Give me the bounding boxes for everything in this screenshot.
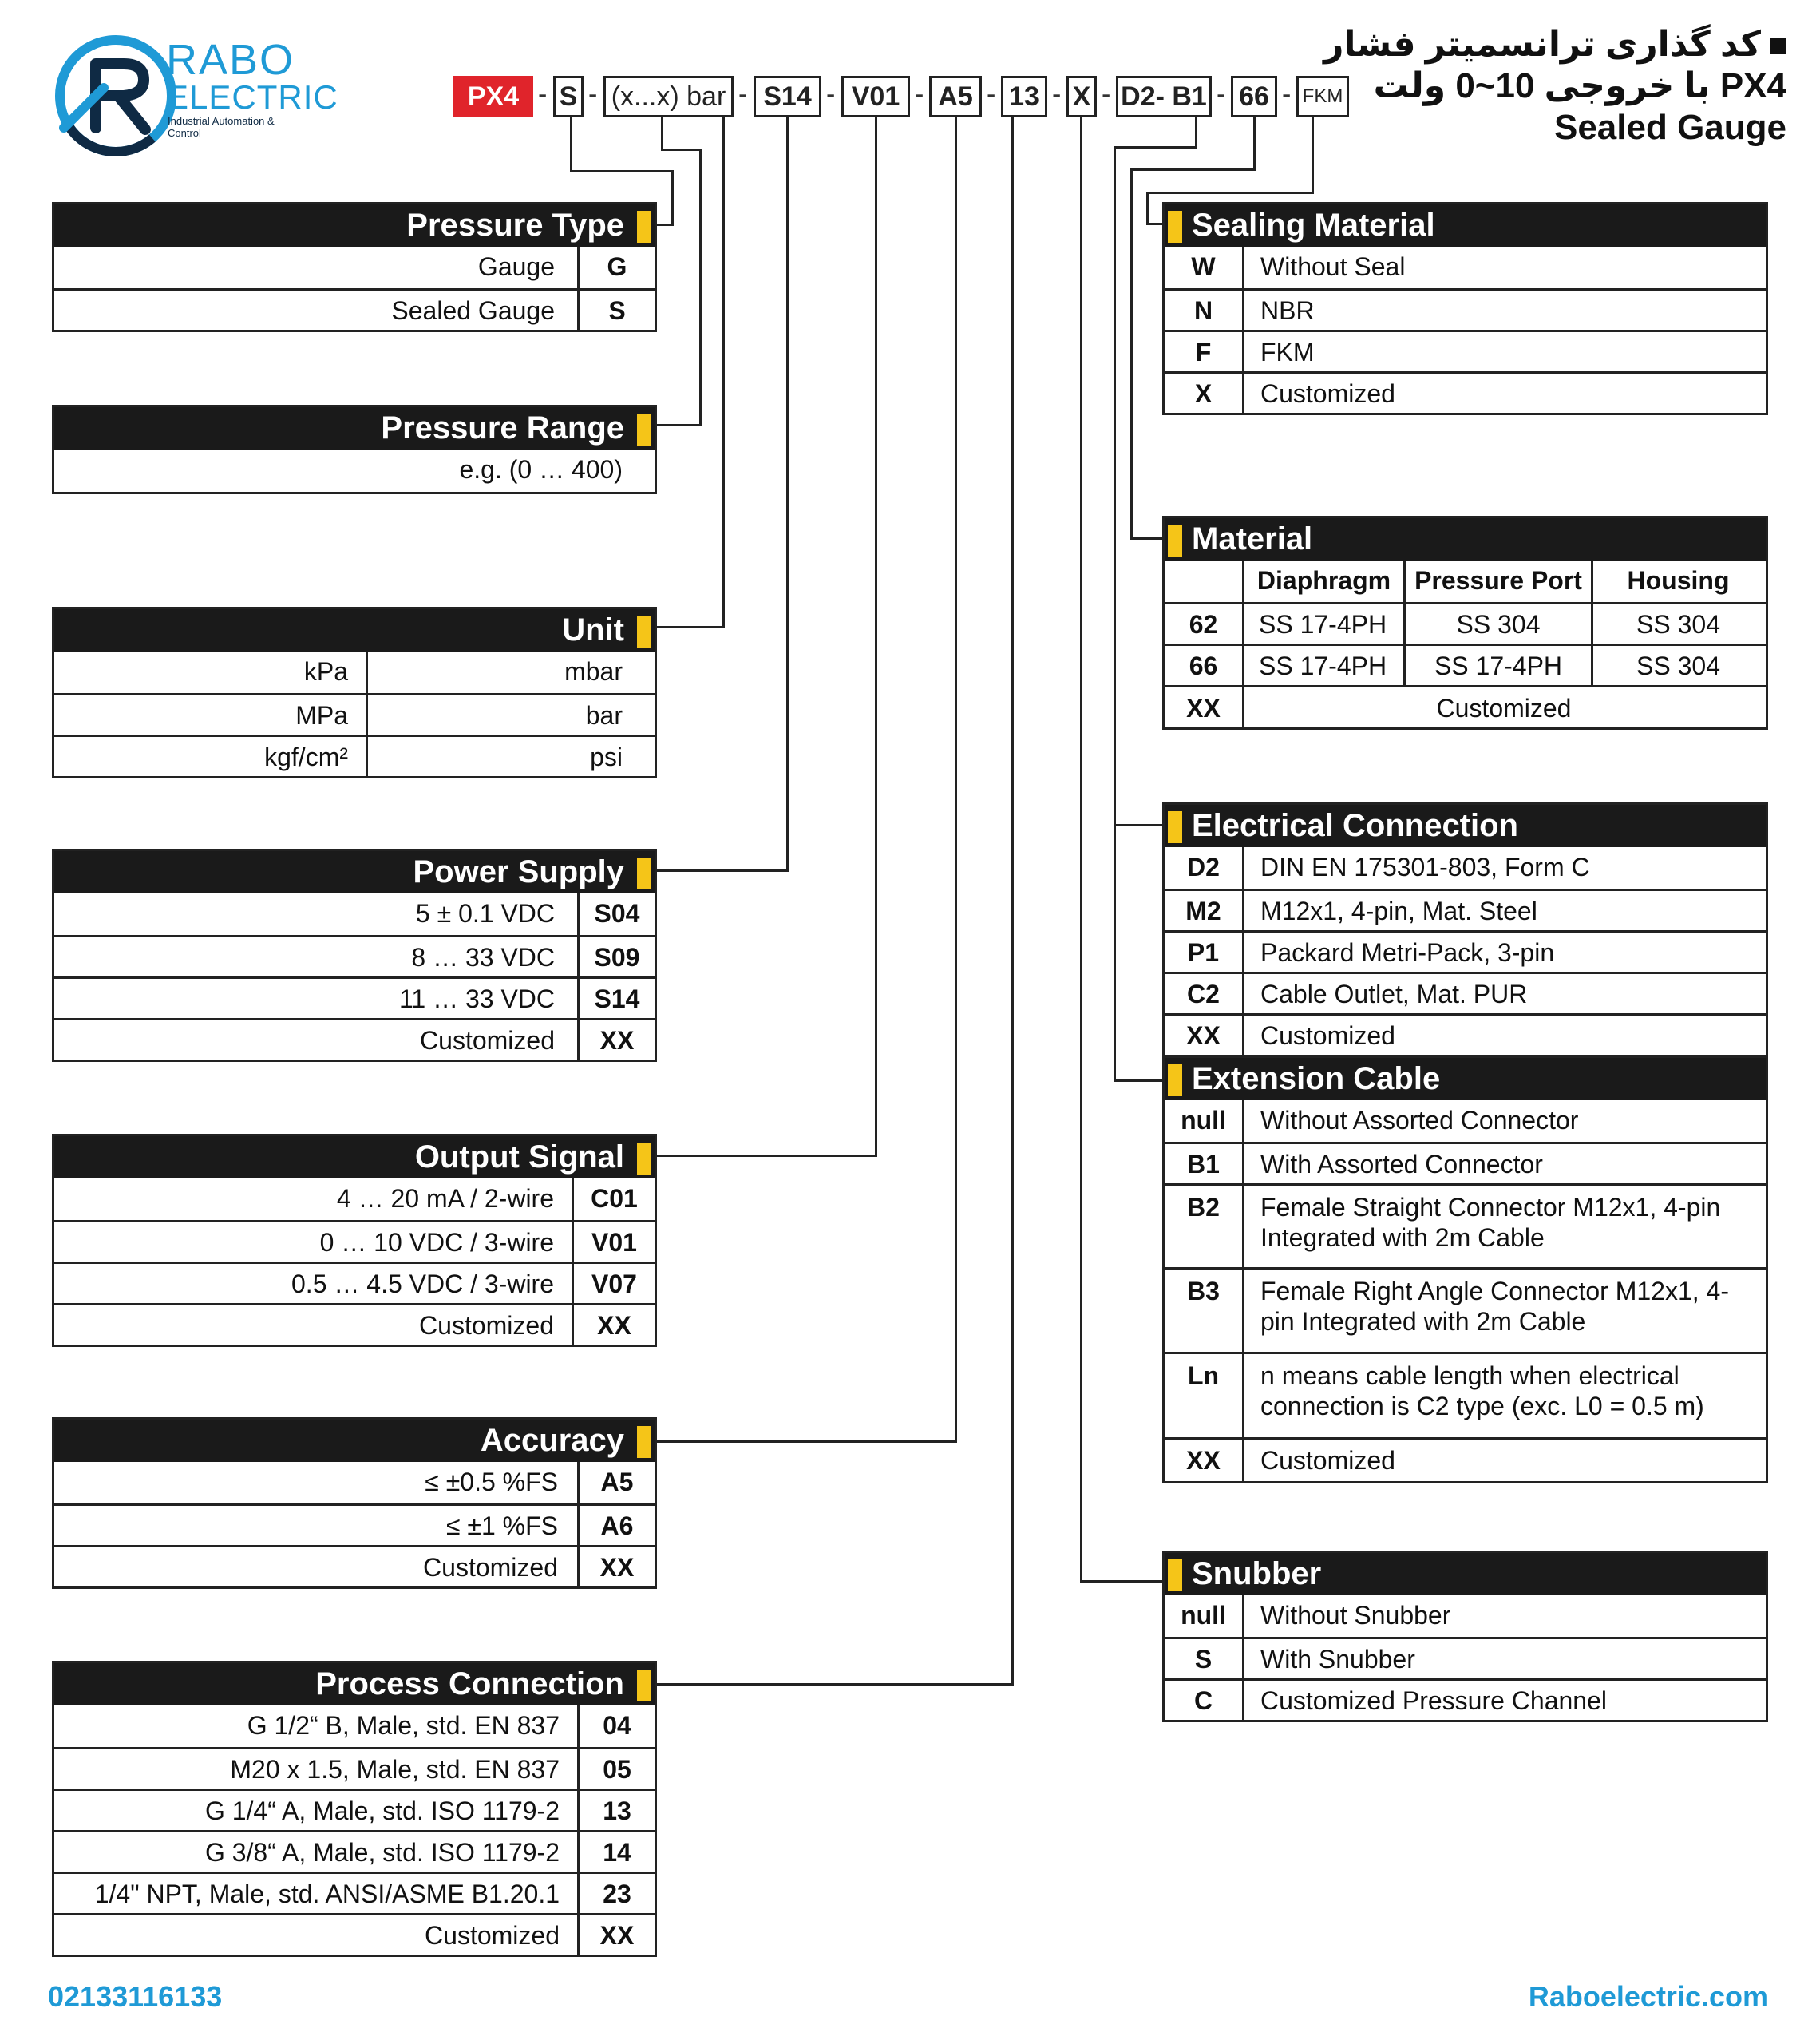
- unit-b: mbar: [366, 652, 655, 693]
- connector-line: [1080, 1580, 1162, 1583]
- row-code: F: [1165, 332, 1244, 371]
- connector-line: [655, 1440, 957, 1443]
- connector-line: [1114, 1079, 1162, 1082]
- table-row: [1165, 644, 1766, 685]
- row-label: Gauge: [477, 252, 555, 281]
- table-row: [1165, 1637, 1766, 1678]
- row-code: 05: [577, 1749, 655, 1788]
- col-diaphragm: Diaphragm: [1244, 561, 1406, 602]
- unit-a: MPa: [295, 701, 348, 730]
- table-row: [1165, 1595, 1766, 1637]
- unit-table: [52, 607, 657, 778]
- table-row: [1165, 847, 1766, 889]
- row-label: Female Straight Connector M12x1, 4-pin Integrated with 2m Cable: [1260, 1193, 1721, 1252]
- connector-line: [1114, 146, 1116, 1082]
- row-label: Customized: [419, 1311, 554, 1340]
- row-code: A6: [577, 1506, 655, 1545]
- code-range: (x...x) bar: [603, 76, 734, 117]
- cell-pressure-port: SS 304: [1406, 604, 1593, 644]
- yellow-marker-icon: [1168, 1064, 1182, 1096]
- electrical-connection-table: [1162, 802, 1768, 1057]
- row-code: 04: [577, 1705, 655, 1747]
- table-row: [1165, 1678, 1766, 1720]
- table-row: [1165, 330, 1766, 371]
- material-table: [1162, 516, 1768, 730]
- connector-line: [661, 149, 702, 151]
- connector-line: [1146, 192, 1149, 225]
- row-label: Customized: [425, 1921, 560, 1950]
- row-code: D2: [1165, 847, 1244, 889]
- row-label: M12x1, 4-pin, Mat. Steel: [1260, 897, 1537, 925]
- row-code: B1: [1165, 1144, 1244, 1183]
- row-code: V07: [572, 1264, 655, 1303]
- row-label: With Assorted Connector: [1260, 1150, 1543, 1178]
- row-label: FKM: [1260, 338, 1315, 366]
- row-code: null: [1165, 1100, 1244, 1142]
- row-label: 0.5 … 4.5 VDC / 3-wire: [291, 1270, 554, 1298]
- logo-line1: RABO: [166, 36, 295, 84]
- code-sep: -: [826, 79, 836, 109]
- row-label: Female Right Angle Connector M12x1, 4-pin Integrated with 2m Cable: [1260, 1277, 1729, 1336]
- yellow-marker-icon: [1168, 525, 1182, 557]
- code-sep: -: [1102, 79, 1111, 109]
- pressure-type-header: [54, 204, 655, 247]
- row-label: Without Snubber: [1260, 1601, 1451, 1630]
- row-code: C01: [572, 1178, 655, 1220]
- table-row: [54, 1830, 655, 1872]
- code-process: 13: [1001, 76, 1047, 117]
- row-code: 14: [577, 1832, 655, 1872]
- row-label: 11 … 33 VDC: [398, 984, 555, 1013]
- row-code: XX: [577, 1915, 655, 1955]
- table-row: [1165, 889, 1766, 930]
- yellow-marker-icon: [637, 1426, 651, 1458]
- code-snubber: X: [1066, 76, 1097, 117]
- code-sep: -: [1282, 79, 1292, 109]
- connector-line: [1130, 168, 1133, 540]
- page-title: [1323, 24, 1786, 149]
- row-code: W: [1165, 247, 1244, 288]
- electrical-connection-header: [1165, 805, 1766, 847]
- connector-line: [1130, 168, 1256, 171]
- code-sep: -: [1052, 79, 1062, 109]
- table-row: [54, 976, 655, 1018]
- logo-mark-icon: [48, 32, 184, 160]
- row-label: 8 … 33 VDC: [411, 943, 555, 972]
- table-row: [54, 1462, 655, 1503]
- row-label: Cable Outlet, Mat. PUR: [1260, 980, 1528, 1008]
- material-title: Material: [1192, 521, 1313, 557]
- table-row: [1165, 930, 1766, 972]
- row-code: XX: [1165, 1016, 1244, 1055]
- row-code: XX: [577, 1547, 655, 1586]
- process-connection-table: [52, 1661, 657, 1957]
- sealing-material-header: [1165, 204, 1766, 247]
- code-model: PX4: [453, 76, 533, 117]
- table-row: [1165, 247, 1766, 288]
- table-row: [54, 893, 655, 935]
- row-label: Customized: [1436, 694, 1572, 723]
- empty-cell: [1165, 561, 1244, 602]
- table-row: [54, 1262, 655, 1303]
- cell-housing: SS 304: [1636, 610, 1720, 639]
- table-row: [54, 1913, 655, 1955]
- yellow-marker-icon: [1168, 811, 1182, 843]
- pressure-range-title: Pressure Range: [381, 410, 624, 446]
- extension-cable-header: [1165, 1058, 1766, 1100]
- row-label: n means cable length when electrical connection is C2 type (exc. L0 = 0.5 m): [1260, 1361, 1704, 1420]
- row-code: X: [1165, 374, 1244, 413]
- row-label: 5 ± 0.1 VDC: [415, 899, 555, 928]
- table-row: [54, 652, 655, 693]
- pressure-range-table: [52, 405, 657, 494]
- row-label: Customized: [420, 1026, 555, 1055]
- electrical-connection-title: Electrical Connection: [1192, 808, 1518, 843]
- output-signal-header: [54, 1136, 655, 1178]
- logo-line2: ELECTRIC: [166, 78, 338, 116]
- table-row: [54, 1705, 655, 1747]
- extension-cable-title: Extension Cable: [1192, 1061, 1441, 1096]
- row-code: XX: [572, 1305, 655, 1345]
- yellow-marker-icon: [637, 211, 651, 243]
- cell-diaphragm: SS 17-4PH: [1244, 604, 1406, 644]
- table-row: [1165, 685, 1766, 727]
- code-seal: FKM: [1296, 76, 1349, 117]
- connector-line: [1114, 824, 1162, 826]
- cell-housing: SS 304: [1636, 652, 1720, 680]
- table-row: [54, 1178, 655, 1220]
- row-code: C2: [1165, 974, 1244, 1013]
- sealing-material-table: [1162, 202, 1768, 415]
- row-code: B2: [1165, 1186, 1244, 1267]
- material-header: [1165, 518, 1766, 561]
- code-sep: -: [588, 79, 598, 109]
- yellow-marker-icon: [637, 1143, 651, 1175]
- title-line3: Sealed Gauge: [1553, 108, 1786, 147]
- row-label: Customized: [1260, 1446, 1395, 1475]
- row-code: 66: [1165, 646, 1244, 685]
- row-code: Ln: [1165, 1354, 1244, 1437]
- row-label: Without Seal: [1260, 252, 1406, 281]
- row-code: S09: [577, 937, 655, 976]
- row-code: XX: [1165, 1440, 1244, 1481]
- yellow-marker-icon: [637, 616, 651, 648]
- table-row: [1165, 1267, 1766, 1352]
- connector-line: [655, 224, 674, 226]
- logo-tagline: Industrial Automation & Control: [168, 115, 275, 139]
- table-header-row: [1165, 561, 1766, 602]
- table-row: [1165, 288, 1766, 330]
- accuracy-header: [54, 1420, 655, 1462]
- pressure-range-header: [54, 407, 655, 450]
- row-code: G: [577, 247, 655, 288]
- row-code: N: [1165, 291, 1244, 330]
- row-label: Customized: [1260, 379, 1395, 408]
- table-row: [1165, 602, 1766, 644]
- connector-line: [875, 117, 877, 1157]
- code-supply: S14: [754, 76, 821, 117]
- cell-diaphragm: SS 17-4PH: [1244, 646, 1406, 685]
- code-sep: -: [738, 79, 748, 109]
- code-elec: D2- B1: [1116, 76, 1212, 117]
- row-label: 1/4" NPT, Male, std. ANSI/ASME B1.20.1: [94, 1880, 560, 1908]
- row-code: 62: [1165, 604, 1244, 644]
- title-line2: PX4 با خروجی 10~0 ولت: [1373, 66, 1786, 105]
- sealing-material-title: Sealing Material: [1192, 208, 1435, 243]
- code-material: 66: [1231, 76, 1277, 117]
- row-code: B3: [1165, 1270, 1244, 1352]
- connector-line: [570, 170, 674, 172]
- row-label: G 1/4“ A, Male, std. ISO 1179-2: [204, 1796, 560, 1825]
- connector-line: [1195, 117, 1197, 149]
- table-row: [1165, 1352, 1766, 1437]
- connector-line: [1011, 117, 1014, 1686]
- footer-website-link[interactable]: Raboelectric.com: [1528, 1980, 1768, 2013]
- row-code: S: [1165, 1639, 1244, 1678]
- table-row: [54, 1545, 655, 1586]
- power-supply-header: [54, 851, 655, 893]
- snubber-header: [1165, 1553, 1766, 1595]
- table-row: [54, 1018, 655, 1060]
- row-label: ≤ ±1 %FS: [445, 1511, 558, 1540]
- unit-b: bar: [366, 695, 655, 735]
- table-row: [54, 1747, 655, 1788]
- yellow-marker-icon: [1168, 211, 1182, 243]
- row-code: XX: [1165, 687, 1244, 727]
- yellow-marker-icon: [1168, 1559, 1182, 1591]
- snubber-title: Snubber: [1192, 1556, 1322, 1591]
- footer-phone[interactable]: 02133116133: [48, 1980, 223, 2013]
- connector-line: [1312, 117, 1314, 194]
- extension-cable-table: [1162, 1056, 1768, 1483]
- table-row: [1165, 1183, 1766, 1267]
- connector-line: [1114, 146, 1197, 149]
- col-pressure-port: Pressure Port: [1406, 561, 1593, 602]
- code-sep: -: [538, 79, 548, 109]
- row-label: ≤ ±0.5 %FS: [425, 1468, 558, 1496]
- row-label: Customized: [423, 1553, 558, 1582]
- row-label: 0 … 10 VDC / 3-wire: [319, 1228, 554, 1257]
- row-label: Without Assorted Connector: [1260, 1106, 1579, 1135]
- table-row: [54, 935, 655, 976]
- cell-pressure-port: SS 17-4PH: [1406, 646, 1593, 685]
- code-sep: -: [915, 79, 924, 109]
- table-row: [54, 1303, 655, 1345]
- row-label: Customized: [1260, 1021, 1395, 1050]
- col-housing: Housing: [1627, 566, 1730, 595]
- table-row: [54, 1220, 655, 1262]
- connector-line: [786, 117, 789, 872]
- row-label: M20 x 1.5, Male, std. EN 837: [230, 1755, 560, 1784]
- row-code: XX: [577, 1020, 655, 1060]
- output-signal-title: Output Signal: [414, 1139, 624, 1175]
- yellow-marker-icon: [637, 1670, 651, 1701]
- connector-line: [699, 149, 702, 426]
- table-row: [54, 735, 655, 776]
- table-row: [54, 1503, 655, 1545]
- row-code: M2: [1165, 891, 1244, 930]
- unit-a: kPa: [303, 657, 348, 686]
- code-sep: -: [987, 79, 996, 109]
- table-row: [1165, 1013, 1766, 1055]
- row-code: S14: [577, 979, 655, 1018]
- connector-line: [655, 424, 702, 426]
- row-code: S04: [577, 893, 655, 935]
- table-row: [1165, 972, 1766, 1013]
- code-accuracy: A5: [929, 76, 982, 117]
- row-label: Customized Pressure Channel: [1260, 1686, 1607, 1715]
- row-code: A5: [577, 1462, 655, 1503]
- unit-a: kgf/cm²: [264, 743, 348, 771]
- row-code: C: [1165, 1681, 1244, 1720]
- code-type: S: [553, 76, 584, 117]
- code-output: V01: [841, 76, 910, 117]
- connector-line: [655, 1155, 877, 1157]
- table-row: [54, 1872, 655, 1913]
- bullet-icon: [1770, 38, 1786, 54]
- title-line1: کد گذاری ترانسمیتر فشار: [1323, 25, 1761, 64]
- yellow-marker-icon: [637, 858, 651, 889]
- table-row: [54, 693, 655, 735]
- unit-header: [54, 609, 655, 652]
- connector-line: [955, 117, 957, 1443]
- unit-b: psi: [366, 737, 655, 776]
- connector-line: [722, 117, 725, 628]
- row-label: Sealed Gauge: [391, 296, 555, 325]
- yellow-marker-icon: [637, 414, 651, 446]
- row-code: 23: [577, 1874, 655, 1913]
- table-row: [1165, 1437, 1766, 1481]
- table-row: [1165, 1142, 1766, 1183]
- unit-title: Unit: [562, 612, 624, 648]
- code-sep: -: [1217, 79, 1226, 109]
- connector-line: [655, 1683, 1014, 1686]
- connector-line: [671, 170, 674, 226]
- row-code: 13: [577, 1791, 655, 1830]
- range-example: e.g. (0 … 400): [459, 455, 623, 484]
- connector-line: [570, 117, 572, 172]
- connector-line: [1130, 537, 1162, 540]
- row-label: Packard Metri-Pack, 3-pin: [1260, 938, 1555, 967]
- row-label: With Snubber: [1260, 1645, 1415, 1674]
- row-code: S: [577, 291, 655, 330]
- table-row: [1165, 371, 1766, 413]
- connector-line: [1253, 117, 1256, 171]
- power-supply-table: [52, 849, 657, 1062]
- row-label: NBR: [1260, 296, 1315, 325]
- logo: [48, 32, 338, 160]
- output-signal-table: [52, 1134, 657, 1347]
- row-label: 4 … 20 mA / 2-wire: [336, 1184, 554, 1213]
- table-row: [54, 450, 655, 492]
- table-row: [54, 288, 655, 330]
- connector-line: [655, 869, 789, 872]
- connector-line: [661, 117, 663, 151]
- snubber-table: [1162, 1551, 1768, 1722]
- process-connection-title: Process Connection: [315, 1666, 624, 1701]
- row-label: DIN EN 175301-803, Form C: [1260, 853, 1590, 881]
- row-code: V01: [572, 1222, 655, 1262]
- row-label: G 3/8“ A, Male, std. ISO 1179-2: [204, 1838, 560, 1867]
- process-connection-header: [54, 1663, 655, 1705]
- connector-line: [1080, 117, 1082, 1583]
- connector-line: [1146, 192, 1314, 194]
- connector-line: [1146, 223, 1162, 225]
- connector-line: [655, 626, 725, 628]
- pressure-type-table: [52, 202, 657, 332]
- accuracy-table: [52, 1417, 657, 1589]
- power-supply-title: Power Supply: [413, 854, 624, 889]
- table-row: [54, 247, 655, 288]
- pressure-type-title: Pressure Type: [406, 208, 624, 243]
- row-code: null: [1165, 1595, 1244, 1637]
- row-label: G 1/2“ B, Male, std. EN 837: [247, 1711, 560, 1740]
- table-row: [54, 1788, 655, 1830]
- accuracy-title: Accuracy: [480, 1423, 624, 1458]
- table-row: [1165, 1100, 1766, 1142]
- row-code: P1: [1165, 933, 1244, 972]
